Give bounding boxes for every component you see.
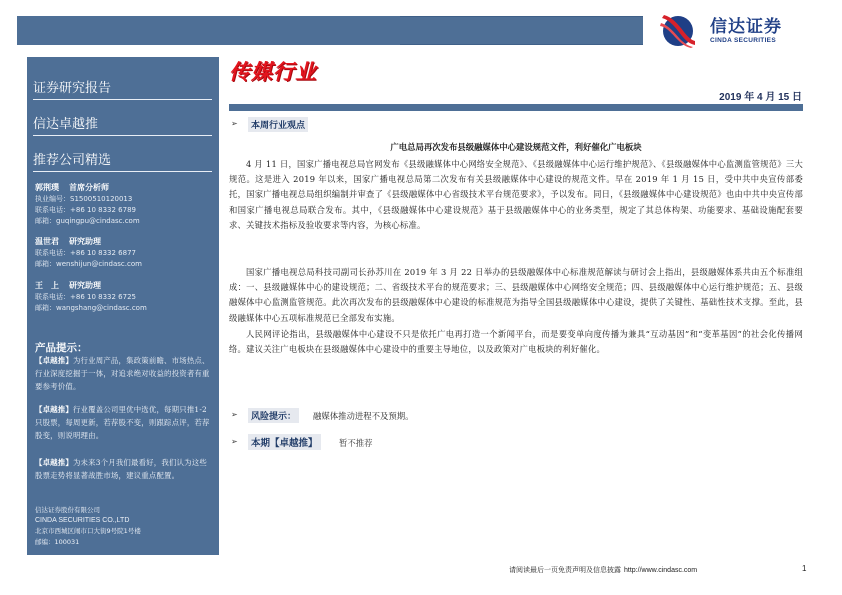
analyst-card bbox=[35, 236, 142, 270]
company-info bbox=[35, 505, 141, 547]
tip-tag: 【卓越推】 bbox=[35, 405, 73, 414]
nav-label: 推荐公司精选 bbox=[33, 153, 112, 168]
product-tip bbox=[35, 354, 211, 393]
nav-label: 证券研究报告 bbox=[33, 81, 112, 96]
body-paragraph: 4 月 11 日，国家广播电视总局官网发布《县级融媒体中心网络安全规范》、《县级融媒体中心运行维护规范》、《县级融媒体中心监测监管规范》三大规范。这是进入 2019 年以来，国家广播电视总局第二次发布有关县级融媒体中心建设的规范文件。早在 2019 年 1 月 15 日，受中共中央宣传部委托，国家广播电视总局组织编制并审查了《县级融媒体中心省级技术平台规范要求》，予以发布。同日，《县级融媒体中心建设规范》也由中共中央宣传部和国家广播电视总局联合发布。其中，《县级融媒体中心建设规范》基于县级融媒体中心的业务类型，规定了其总体构架、功能要求、基础设施配套要求、关键技术指标及验收要求等内容，为核心标准。 bbox=[229, 159, 803, 230]
industry-title: 传媒行业 bbox=[229, 59, 317, 84]
analyst-card bbox=[35, 280, 147, 314]
risk-label: 风险提示： bbox=[248, 408, 299, 423]
sidebar-item-research-report[interactable] bbox=[33, 77, 212, 100]
product-tips-title: 产品提示： bbox=[35, 342, 88, 354]
analyst-phone: 联系电话：+86 10 8332 6789 bbox=[35, 206, 136, 214]
tip-tag: 【卓越推】 bbox=[35, 356, 73, 365]
analyst-name: 温世君 bbox=[35, 236, 59, 246]
analyst-name: 郭荆璞 bbox=[35, 182, 59, 192]
analyst-card bbox=[35, 182, 140, 227]
analyst-phone: 联系电话：+86 10 8332 6877 bbox=[35, 249, 136, 257]
company-name-en: CINDA SECURITIES CO.,LTD bbox=[35, 516, 130, 524]
analyst-email[interactable]: 邮箱：guqingpu@cindasc.com bbox=[35, 217, 140, 225]
bullet-arrow-icon: ➢ bbox=[231, 437, 238, 446]
risk-text: 融媒体推动进程不及预期。 bbox=[313, 411, 414, 421]
header-band-complete bbox=[17, 16, 400, 45]
report-date: 2019 年 4 月 15 日 bbox=[719, 92, 802, 103]
tip-tag: 【卓越推】 bbox=[35, 458, 73, 467]
analyst-email[interactable]: 邮箱：wangshang@cindasc.com bbox=[35, 304, 147, 312]
company-address: 北京市西城区闹市口大街9号院1号楼 bbox=[35, 527, 141, 535]
product-tip bbox=[35, 456, 211, 482]
analyst-role: 研究助理 bbox=[69, 236, 101, 246]
nav-label: 信达卓越推 bbox=[33, 117, 99, 132]
logo bbox=[660, 14, 820, 48]
bullet-arrow-icon: ➢ bbox=[231, 119, 238, 128]
analyst-role: 研究助理 bbox=[69, 280, 101, 290]
body-paragraph: 国家广播电视总局科技司副司长孙苏川在 2019 年 3 月 22 日举办的县级融媒体中心标准规范解读与研讨会上指出，县级融媒体系共由五个标准组成：一、县级融媒体中心的建设规范；二、省级技术平台的规范要求；三、县级融媒体中心网络安全规范；四、县级融媒体中心运行维护规范；五、县级融媒体中心监测监管规范。此次再次发布的县级融媒体中心建设的标准规范为指导全国县级融媒体中心建设，提供了关键性、基础性技术支撑。至此，县级融媒体中心五项标准规范已全部发布实施。 bbox=[229, 267, 803, 323]
recommend-text: 暂不推荐 bbox=[339, 438, 373, 448]
header-band-right-part bbox=[400, 16, 643, 45]
section-heading-weekly-view: 本周行业观点 bbox=[248, 117, 308, 132]
company-postcode: 邮编：100031 bbox=[35, 537, 80, 546]
page-number: 1 bbox=[802, 564, 807, 573]
tip-text: 为行业周产品，集政策前瞻、市场热点、行业深度挖掘于一体，对追求绝对收益的投资者有重要参考价值。 bbox=[35, 356, 210, 391]
logo-chinese-text: 信达证券 bbox=[710, 17, 782, 37]
company-name-cn: 信达证券股份有限公司 bbox=[35, 506, 100, 514]
footer-disclaimer bbox=[509, 565, 697, 575]
body-paragraph: 人民网评论指出，县级融媒体中心建设不只是依托广电再打造一个新闻平台，而是要变单向度传播为兼具“互动基因”和“变革基因”的社会化传播网络。建议关注广电板块在县级融媒体中心建设中的重要主导地位，以及政策对广电板块的利好催化。 bbox=[229, 329, 803, 355]
analyst-name: 王 上 bbox=[35, 280, 59, 290]
report-headline: 广电总局再次发布县级融媒体中心建设规范文件，利好催化广电板块 bbox=[390, 142, 642, 152]
cinda-logo-icon bbox=[660, 14, 696, 48]
analyst-phone: 联系电话：+86 10 8332 6725 bbox=[35, 293, 136, 301]
website-link[interactable]: http://www.cindasc.com bbox=[624, 567, 698, 574]
recommend-label: 本期【卓越推】 bbox=[248, 434, 321, 450]
sidebar bbox=[27, 57, 219, 555]
product-tip bbox=[35, 403, 211, 442]
analyst-license: 执业编号：S1500510120013 bbox=[35, 195, 133, 203]
tip-text: 为未来3个月我们最看好，我们认为这些股票走势将显著战胜市场，建议重点配置。 bbox=[35, 458, 207, 480]
logo-english-text: CINDA SECURITIES bbox=[710, 37, 776, 44]
analyst-email[interactable]: 邮箱：wenshijun@cindasc.com bbox=[35, 260, 142, 268]
bullet-arrow-icon: ➢ bbox=[231, 410, 238, 419]
disclaimer-text: 请阅读最后一页免责声明及信息披露 bbox=[509, 566, 621, 574]
tip-text: 行业覆盖公司里优中选优，每期只推1-2只股票，每周更新，若荐股不变，则跟踪点评，若荐股变，则说明理由。 bbox=[35, 405, 210, 440]
title-divider bbox=[229, 104, 803, 111]
sidebar-item-cinda-excellence[interactable] bbox=[33, 113, 212, 136]
analyst-role: 首席分析师 bbox=[69, 182, 109, 192]
sidebar-item-recommended-companies[interactable] bbox=[33, 149, 212, 172]
